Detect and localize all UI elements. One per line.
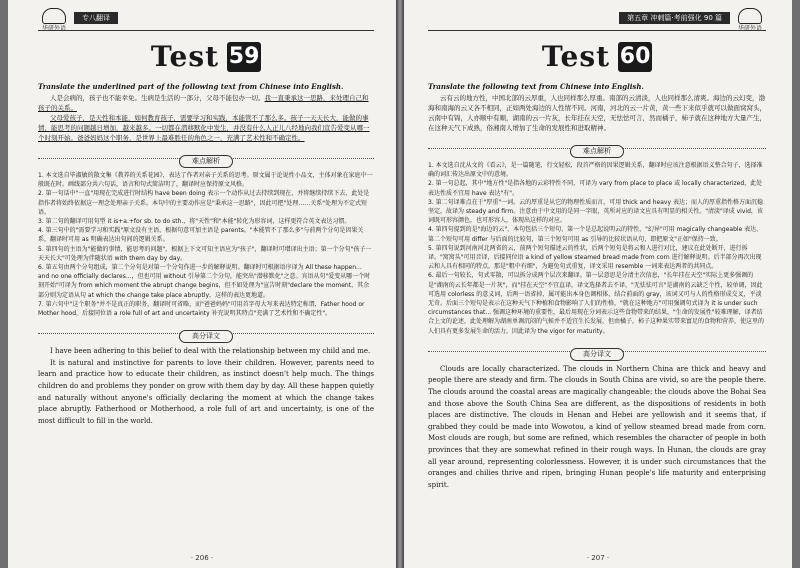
page-number: · 206 · [190, 554, 214, 562]
left-page [8, 0, 396, 568]
note-item: 4. 第三句中的"需要学习和实践"原文没有主语，根据句意可加主语是 parents。"本能管不了那么多"与前两个分句是因果关系，翻译时可用 as 明确表达出句间的逻辑关系。 [38, 227, 364, 244]
logo-icon [738, 8, 762, 24]
translation-heading: 高分译文 [428, 341, 766, 361]
test-title: Test 59 [150, 40, 260, 73]
logo-icon [42, 8, 66, 24]
book-spine [396, 0, 404, 568]
test-number-badge: 60 [618, 42, 652, 72]
left-header [38, 0, 374, 40]
note-item: 5. 第四句的主语为"能做的事情，能思考的问题"，根据上下文可知主语应为"孩子"，翻译时可增译出主语；第一个分句"孩子一天天长大"可处理为伴随状语 with them day by day。 [38, 245, 372, 262]
notes-list [428, 161, 766, 336]
instruction: Translate the following text from Chinese into English. [428, 82, 644, 91]
note-item: 4. 第四句提到的是"海边的云"，本句包括三个短句，第一个是总起说明云的特性，"幻异"可用 magically changeable 表达，第二个短句可用 differ 与后面的比较句，第三个短句可用 as 引导的比较状语从句，即把原文"正如"保持一致。 [428, 226, 763, 243]
page-number: · 207 · [586, 554, 610, 562]
publisher-logo: 华研外语 [734, 8, 766, 32]
translation-paragraph: Clouds are locally characterized. The clouds in Northern China are thick and heavy and people there are steady and firm. The clouds in South China are vivid, so are the people there. The clouds around the coastal areas are magically changeable: the clouds above the Bohai Sea and those above the South China Sea are different, as the dispositions of residents in both places are distinctive. The clouds in Henan and Hebei are yellowish and it seems that, if grabbed they could be made into Wowotou, a kind of yellow steamed bread made from corn. Most clouds are rough, but some are refined, which resembles the character of people in both provinces that they are somewhat refined in their rough ways. In Hunan, the clouds are gray all year around, representing colorlessness. However, it is under such circumstances that the oranges and chilies thrive and ripen, bringing Hunan people's life maturity and enterprising spirit. [428, 364, 766, 489]
right-header [428, 0, 766, 40]
note-item: 1. 本文选自沈从文的《看云》，是一篇随笔，行文轻松，段首严格的因果逻辑关系，翻译时应该注意根据语义整合句子，选择准确的词汇传达出原文中的意境。 [428, 162, 763, 179]
notes-heading: 难点解析 [428, 138, 766, 158]
translation-heading: 高分译文 [38, 323, 374, 343]
note-item: 3. 第二句的翻译可用句型 it is+a.+for sb. to do sth.，将"天性"和"本能"转化为形容词，这样更符合英文表达习惯。 [38, 218, 351, 226]
note-item: 6. 第五句由两个分句组成，第二个分句是对第一个分句作进一步的解释说明。翻译时可根据语序译为 All these happen... and no one officially declares...，但也可用 without 引导第二个分句，能突出"潜移默化"之意。宾语从句"爱变从哪一个时刻开始"可译为 from which moment the abrupt change begins，但不如处理为"宣告时刻"declare the moment，其余部分则为定语从句 at which the change take place abruptly，这样的表达更地道。 [38, 264, 371, 299]
note-item: 2. 第一句话中"一直"用现在完成进行时结构 have been doing 表示一个动作从过去持续到现在，并将继续持续下去，此处是指作者将始终依据这一理念处理亲子关系。本句中的主要动作应是"秉承这一思路"，因此可把"处理……关系"处理为不定式短语。 [38, 190, 370, 216]
note-item: 1. 本文选自毕淑敏的散文集《教养的关系花园》，表达了作者对亲子关系的思考。原文属于论说性小品文，主体对象在家庭中一般既在时。画线部分共六句话，语言和句式简洁明了，翻译时应保持原文风格。 [38, 172, 373, 189]
note-item: 7. 第六句中"这个职务"并不是真正的职务，翻译时可省略，而"爸爸妈妈"可用首字母大写来表达特定称谓，Father hood or Mother hood，后接同位语 a role full of art and uncertainty 补充说明其特点"充满了艺术性和不确定性"。 [38, 300, 365, 318]
section-tab: 专八翻译 [74, 12, 118, 24]
source-paragraph: 云有云的地方性，中国北部的云厚重，人也同样那么厚重。南部的云清淡，人也同样那么清爽。海边的云幻变，渤海和南海的云又各不相同，正如两处海边的人性情不同。河南，河北的云一片黄，黄一些下来似乎就可以做面窝窝头，云南中有锦，人亦顺中有顺，湖南的云一片灰，长年挂在天空，无怯怯可言，然而橘子，柿子就在这种地方大量产生，在这种天气下成熟，俗湘南人增加了生命的发展性和进取精神。 [428, 94, 766, 132]
note-item: 3. 第二句译难点在于"厚重"一词。云的厚重是从它的物理性质而言，可用 thick and heavy 表达；而人的厚重指性格方面沉稳坚定，故译为 steady and firm。注意由于中文用的是同一字眼，英所对应的译文应具有明显的相关性。"清淡"译成 vivid，该词既可形容颜色，也可形容人，体现出这样的对应。 [428, 198, 763, 225]
notes-heading: 难点解析 [38, 148, 374, 168]
note-item: 6. 最后一句较长，句式零散，可以拆分成两个层次来翻译。第一层意思是分清主次信息，"长年挂在天空"实际上更多强调的是"湖南的云长年都是一片灰"，而"挂在天空"不宜直译，译文选择者去不译，"无怯怯可言"是湖南的云缺乏个性，较单调，因此可选用 colorless 的意义词，后两一语省掉，属可能出本身色调相体，结合前面的 gray，该词又可与人的性格形成交叉，平淡无奇。后面三个短句是表示在这种天气下种植和食物影响了人们的性格，"就在这种地方"可用强调句式译为 it is under such circumstances that... 强调这种环境的重要性，最后用现在分词表示这些食物带来的结果，"生命的发展性"较难理解，译者结合上文的论述，此处理解为湖南单调沉闷的气候并不适宜生长发展，但由橘子，柿子这种果实带来富足的食物和营养，使这里的人们具有更多发展生命的活力，因此译为 the vigor for maturity。 [428, 272, 765, 335]
header-rule [38, 30, 374, 31]
test-number-badge: 59 [227, 42, 261, 72]
note-item: 5. 第四句说到河南河北两省的云，前两个短句描述云的性状，后两个短句是将云和人进行对比，建议在此处断开，进行拆译。"窝窝头"可用音译，后接同位语 a kind of yellow steamed bread made from corn 进行解释说明。后半部分再次出现云和人具有相同的特点，那是"粗中有细"，为避免句式重复，译文采用 resemble 一词来表达两者的共同点。 [428, 244, 762, 271]
source-paragraph-1: 人是会病的，孩子也不能幸免。生病是生活的一部分，父母不能包办一切。我一直秉承这一思路，来处理自己和孩子的关系。 [38, 94, 369, 112]
instruction: Translate the underlined part of the following text from Chinese into English. [38, 82, 344, 91]
source-paragraph-2: 父母爱孩子，是天性和本能，如何教育孩子，需要学习和实践，本能管不了那么多。孩子一天天长大，能做的事情，能思考的问题越日增加，越来越多。一切都在潜移默化中发生，并没有什么人正儿八经地向我们宣告爱变从哪一个时刻开始。爸爸妈妈这个职务，是世界上最难胜任的角色之一，充满了艺术性和不确定性。 [38, 114, 370, 142]
right-page [404, 0, 792, 568]
test-title: Test 60 [541, 40, 651, 73]
section-tab: 第五章 冲刺篇·考前强化 90 篇 [619, 12, 730, 24]
note-item: 2. 第一句总起，其中"地方性"是指各地的云彩特性不同，可译为 vary from place to place 或 locally characterized，此处表达性质不宜用 have 表达"有"。 [428, 180, 763, 197]
translation-paragraph: I have been adhering to this belief to deal with the relationship between my child and me. [50, 347, 371, 356]
header-rule [428, 30, 766, 31]
notes-list [38, 171, 374, 318]
publisher-logo: 华研外语 [38, 8, 70, 32]
translation-paragraph: It is natural and instinctive for parents to love their children. However, parents need to learn and practice how to educate their children, as instinct doesn't help much. The things children do and problems they ponder on grow with them day by day. All these happen quietly and naturally without anyone's officially declaring the moment at which the change takes place abruptly. Fatherhood or Motherhood, a role full of art and uncertainty, is one of the most difficult to fill in the world. [38, 358, 374, 425]
